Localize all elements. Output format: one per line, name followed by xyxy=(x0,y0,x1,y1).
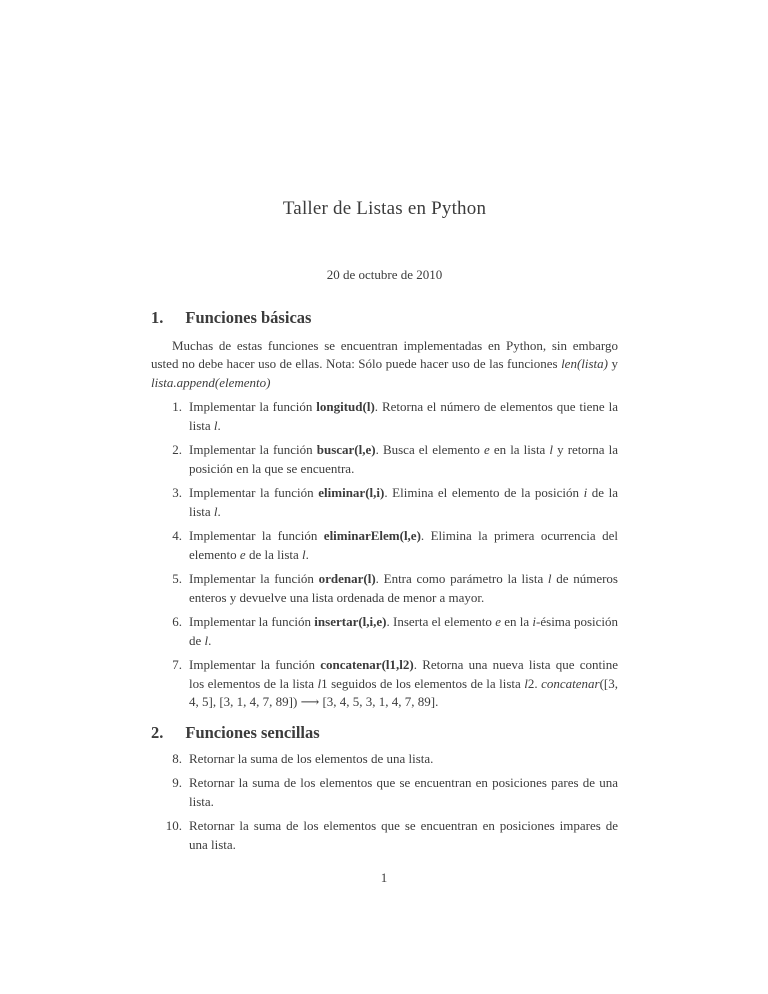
section-items xyxy=(151,398,618,712)
document-section xyxy=(151,307,618,712)
list-item-number: 4. xyxy=(172,528,182,543)
list-item-number: 10. xyxy=(165,818,182,833)
list-item-text: Retornar la suma de los elementos de una lista. xyxy=(189,750,434,766)
section-heading xyxy=(151,722,618,744)
list-item xyxy=(151,817,618,854)
list-item-text: Implementar la función longitud(l). Retorna el número de elementos que tiene la lista l. xyxy=(189,399,618,433)
document-sections xyxy=(151,307,618,855)
document-title: Taller de Listas en Python xyxy=(282,198,487,219)
document-section xyxy=(151,722,618,855)
list-item-text: Implementar la función eliminarElem(l,e). Elimina la primera ocurrencia del elemento e de la lista l. xyxy=(189,528,618,562)
list-item xyxy=(151,750,618,769)
section-title: Funciones básicas xyxy=(185,307,312,327)
list-item-number: 6. xyxy=(172,614,182,629)
list-item xyxy=(151,613,618,650)
document-date: 20 de octubre de 2010 xyxy=(326,267,443,282)
section-number: 1. xyxy=(151,307,164,327)
section-heading xyxy=(151,307,618,329)
list-item-number: 5. xyxy=(172,571,182,586)
list-item-number: 3. xyxy=(172,485,182,500)
list-item-number: 8. xyxy=(172,750,182,766)
document-content xyxy=(151,0,618,860)
section-items xyxy=(151,750,618,855)
list-item-text: Implementar la función eliminar(l,i). Elimina el elemento de la posición i de la lista l. xyxy=(189,485,619,519)
list-item-text: Implementar la función concatenar(l1,l2). Retorna una nueva lista que contine los elementos de la lista l1 seguidos de los elementos de la lista l2. concatenar([3, 4, 5], [3, 1, 4, 7, 89]) ⟶ [3, 4, 5, 3, 1, 4, 7, 89]. xyxy=(189,657,619,709)
page-number: 1 xyxy=(380,870,388,885)
list-item-text: Implementar la función buscar(l,e). Busca el elemento e en la lista l y retorna la posición en la que se encuentra. xyxy=(189,442,618,476)
list-item xyxy=(151,527,618,564)
list-item xyxy=(151,570,618,607)
list-item xyxy=(151,774,618,811)
list-item-text: Implementar la función ordenar(l). Entra como parámetro la lista l de números enteros y devuelve una lista ordenada de menor a mayor. xyxy=(189,571,618,605)
list-item-text: Retornar la suma de los elementos que se encuentran en posiciones pares de una lista. xyxy=(189,775,618,809)
list-item-number: 9. xyxy=(172,775,182,790)
list-item-text: Retornar la suma de los elementos que se encuentran en posiciones impares de una lista. xyxy=(189,818,618,852)
section-intro: Muchas de estas funciones se encuentran implementadas en Python, sin embargo usted no debe hacer uso de ellas. Nota: Sólo puede hacer uso de las funciones len(lista) y lista.append(elemento) xyxy=(151,337,618,390)
list-item-number: 2. xyxy=(172,442,182,457)
section-title: Funciones sencillas xyxy=(185,722,320,742)
list-item-text: Implementar la función insertar(l,i,e). Inserta el elemento e en la i-ésima posición de l. xyxy=(189,614,618,648)
list-item-number: 7. xyxy=(172,657,182,672)
list-item xyxy=(151,441,618,478)
list-item xyxy=(151,484,618,521)
list-item-number: 1. xyxy=(172,399,182,414)
list-item xyxy=(151,398,618,435)
section-number: 2. xyxy=(151,722,164,742)
list-item xyxy=(151,656,618,712)
